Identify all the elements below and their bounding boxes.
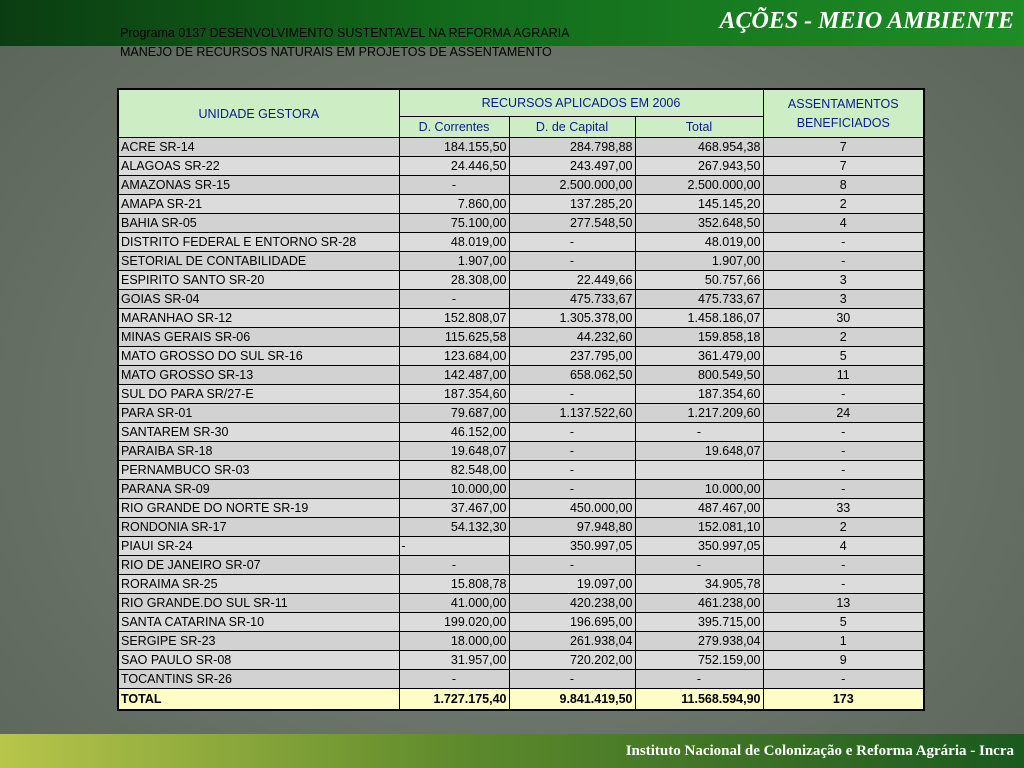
unit-name-cell: SETORIAL DE CONTABILIDADE	[118, 252, 399, 271]
correntes-cell: 24.446,50	[399, 157, 509, 176]
assentamentos-cell: -	[763, 461, 924, 480]
total-cell: 487.467,00	[635, 499, 763, 518]
total-cell: 352.648,50	[635, 214, 763, 233]
table-row	[118, 252, 924, 271]
table-row	[118, 309, 924, 328]
correntes-cell: 48.019,00	[399, 233, 509, 252]
unit-name-cell: MATO GROSSO DO SUL SR-16	[118, 347, 399, 366]
capital-cell: 284.798,88	[509, 138, 635, 157]
capital-cell: 19.097,00	[509, 575, 635, 594]
assentamentos-cell: 7	[763, 138, 924, 157]
assentamentos-cell: 7	[763, 157, 924, 176]
correntes-cell: 37.467,00	[399, 499, 509, 518]
unit-name-cell: SAO PAULO SR-08	[118, 651, 399, 670]
capital-cell: 196.695,00	[509, 613, 635, 632]
assentamentos-cell: -	[763, 423, 924, 442]
assentamentos-cell: -	[763, 575, 924, 594]
table-row	[118, 423, 924, 442]
unit-name-cell: RIO GRANDE DO NORTE SR-19	[118, 499, 399, 518]
total-cell: 1.217.209,60	[635, 404, 763, 423]
table-row	[118, 271, 924, 290]
capital-cell: -	[509, 252, 635, 271]
assentamentos-cell: 8	[763, 176, 924, 195]
table-row	[118, 328, 924, 347]
table-row	[118, 176, 924, 195]
correntes-cell: 79.687,00	[399, 404, 509, 423]
capital-cell: -	[509, 670, 635, 689]
unit-name-cell: PERNAMBUCO SR-03	[118, 461, 399, 480]
correntes-cell: 10.000,00	[399, 480, 509, 499]
table-row	[118, 366, 924, 385]
total-cell: 361.479,00	[635, 347, 763, 366]
assentamentos-cell: 2	[763, 518, 924, 537]
header-recursos-aplicados: RECURSOS APLICADOS EM 2006	[399, 89, 763, 117]
unit-name-cell: MARANHAO SR-12	[118, 309, 399, 328]
correntes-cell: 31.957,00	[399, 651, 509, 670]
unit-name-cell: RIO DE JANEIRO SR-07	[118, 556, 399, 575]
capital-cell: -	[509, 480, 635, 499]
unit-name-cell: PARAIBA SR-18	[118, 442, 399, 461]
table-row	[118, 556, 924, 575]
correntes-cell: 152.808,07	[399, 309, 509, 328]
table-row	[118, 651, 924, 670]
total-cell: 19.648,07	[635, 442, 763, 461]
capital-cell: -	[509, 233, 635, 252]
total-cell: 752.159,00	[635, 651, 763, 670]
program-line-1: Programa 0137 DESENVOLVIMENTO SUSTENTAVEL NA REFORMA AGRARIA	[120, 26, 570, 40]
capital-cell: -	[509, 385, 635, 404]
header-unidade-gestora: UNIDADE GESTORA	[118, 89, 399, 138]
capital-cell: -	[509, 442, 635, 461]
unit-name-cell: ALAGOAS SR-22	[118, 157, 399, 176]
capital-cell: 450.000,00	[509, 499, 635, 518]
total-cell: 1.907,00	[635, 252, 763, 271]
capital-cell: 720.202,00	[509, 651, 635, 670]
table-row	[118, 233, 924, 252]
correntes-cell: 19.648,07	[399, 442, 509, 461]
unit-name-cell: ESPIRITO SANTO SR-20	[118, 271, 399, 290]
assentamentos-cell: -	[763, 556, 924, 575]
correntes-cell: 46.152,00	[399, 423, 509, 442]
assentamentos-cell: -	[763, 233, 924, 252]
unit-name-cell: MATO GROSSO SR-13	[118, 366, 399, 385]
correntes-cell: 115.625,58	[399, 328, 509, 347]
capital-cell: 2.500.000,00	[509, 176, 635, 195]
correntes-cell: -	[399, 556, 509, 575]
assentamentos-cell: 2	[763, 195, 924, 214]
assentamentos-cell: -	[763, 670, 924, 689]
unit-name-cell: AMAPA SR-21	[118, 195, 399, 214]
correntes-cell: 54.132,30	[399, 518, 509, 537]
total-cell: 34.905,78	[635, 575, 763, 594]
assentamentos-cell: 4	[763, 537, 924, 556]
unit-name-cell: SANTAREM SR-30	[118, 423, 399, 442]
total-cell: 159.858,18	[635, 328, 763, 347]
assentamentos-cell: 4	[763, 214, 924, 233]
assentamentos-cell: 3	[763, 271, 924, 290]
assentamentos-cell: -	[763, 252, 924, 271]
assentamentos-cell: -	[763, 480, 924, 499]
table-row	[118, 670, 924, 689]
table-row	[118, 214, 924, 233]
unit-name-cell: RORAIMA SR-25	[118, 575, 399, 594]
correntes-cell: 18.000,00	[399, 632, 509, 651]
assentamentos-cell: 1	[763, 632, 924, 651]
total-cell: 145.145,20	[635, 195, 763, 214]
slide-title: AÇÕES - MEIO AMBIENTE	[719, 8, 1014, 34]
program-line-2: MANEJO DE RECURSOS NATURAIS EM PROJETOS DE ASSENTAMENTO	[120, 45, 552, 59]
correntes-cell: 41.000,00	[399, 594, 509, 613]
table-row	[118, 385, 924, 404]
total-cell: -	[635, 423, 763, 442]
table-row	[118, 138, 924, 157]
capital-cell: 237.795,00	[509, 347, 635, 366]
capital-cell: 420.238,00	[509, 594, 635, 613]
table-row	[118, 537, 924, 556]
table-body	[118, 138, 924, 711]
table-row	[118, 518, 924, 537]
assentamentos-cell: 24	[763, 404, 924, 423]
table-row	[118, 157, 924, 176]
total-row	[118, 689, 924, 711]
unit-name-cell: RIO GRANDE.DO SUL SR-11	[118, 594, 399, 613]
table-row	[118, 404, 924, 423]
capital-cell: 1.305.378,00	[509, 309, 635, 328]
correntes-cell: 123.684,00	[399, 347, 509, 366]
total-cell: 152.081,10	[635, 518, 763, 537]
assentamentos-cell: 2	[763, 328, 924, 347]
total-cell: 11.568.594,90	[635, 689, 763, 711]
unit-name-cell: TOCANTINS SR-26	[118, 670, 399, 689]
table-row	[118, 195, 924, 214]
assentamentos-cell: 11	[763, 366, 924, 385]
capital-cell: 44.232,60	[509, 328, 635, 347]
total-cell: 10.000,00	[635, 480, 763, 499]
table-row	[118, 632, 924, 651]
total-cell: 187.354,60	[635, 385, 763, 404]
institution-name: Instituto Nacional de Colonização e Reforma Agrária - Incra	[625, 743, 1014, 759]
unit-name-cell: GOIAS SR-04	[118, 290, 399, 309]
resources-table	[117, 88, 925, 711]
assentamentos-cell: 173	[763, 689, 924, 711]
total-cell: 350.997,05	[635, 537, 763, 556]
table-row	[118, 290, 924, 309]
assentamentos-cell: 5	[763, 613, 924, 632]
assentamentos-cell: 3	[763, 290, 924, 309]
total-cell: 48.019,00	[635, 233, 763, 252]
unit-name-cell: SERGIPE SR-23	[118, 632, 399, 651]
header-d-correntes: D. Correntes	[399, 117, 509, 138]
capital-cell: -	[509, 556, 635, 575]
unit-name-cell: DISTRITO FEDERAL E ENTORNO SR-28	[118, 233, 399, 252]
total-cell: 267.943,50	[635, 157, 763, 176]
program-description	[120, 24, 569, 62]
table-row	[118, 347, 924, 366]
total-cell: -	[635, 670, 763, 689]
unit-name-cell: PARANA SR-09	[118, 480, 399, 499]
correntes-cell: 142.487,00	[399, 366, 509, 385]
assentamentos-cell: 30	[763, 309, 924, 328]
correntes-cell: -	[399, 176, 509, 195]
unit-name-cell: PIAUI SR-24	[118, 537, 399, 556]
correntes-cell: 82.548,00	[399, 461, 509, 480]
total-cell: 2.500.000,00	[635, 176, 763, 195]
total-cell: 395.715,00	[635, 613, 763, 632]
header-assentamentos: ASSENTAMENTOS BENEFICIADOS	[763, 89, 924, 138]
header-total: Total	[635, 117, 763, 138]
unit-name-cell: AMAZONAS SR-15	[118, 176, 399, 195]
capital-cell: 22.449,66	[509, 271, 635, 290]
total-cell: -	[635, 556, 763, 575]
capital-cell: 475.733,67	[509, 290, 635, 309]
correntes-cell: 199.020,00	[399, 613, 509, 632]
total-cell	[635, 461, 763, 480]
total-cell: 800.549,50	[635, 366, 763, 385]
total-cell: 475.733,67	[635, 290, 763, 309]
correntes-cell: 15.808,78	[399, 575, 509, 594]
assentamentos-cell: 13	[763, 594, 924, 613]
correntes-cell: 7.860,00	[399, 195, 509, 214]
capital-cell: 243.497,00	[509, 157, 635, 176]
assentamentos-cell: 9	[763, 651, 924, 670]
total-cell: 1.458.186,07	[635, 309, 763, 328]
correntes-cell: 1.907,00	[399, 252, 509, 271]
total-cell: 461.238,00	[635, 594, 763, 613]
assentamentos-cell: -	[763, 385, 924, 404]
unit-name-cell: SANTA CATARINA SR-10	[118, 613, 399, 632]
correntes-cell: -	[399, 670, 509, 689]
capital-cell: 97.948,80	[509, 518, 635, 537]
unit-name-cell: PARA SR-01	[118, 404, 399, 423]
unit-name-cell: MINAS GERAIS SR-06	[118, 328, 399, 347]
unit-name-cell: ACRE SR-14	[118, 138, 399, 157]
correntes-cell: -	[399, 537, 509, 556]
table-row	[118, 480, 924, 499]
unit-name-cell: SUL DO PARA SR/27-E	[118, 385, 399, 404]
table-row	[118, 613, 924, 632]
capital-cell: 137.285,20	[509, 195, 635, 214]
table-row	[118, 594, 924, 613]
capital-cell: 277.548,50	[509, 214, 635, 233]
correntes-cell: 75.100,00	[399, 214, 509, 233]
assentamentos-cell: 33	[763, 499, 924, 518]
capital-cell: -	[509, 461, 635, 480]
capital-cell: 658.062,50	[509, 366, 635, 385]
total-cell: 468.954,38	[635, 138, 763, 157]
capital-cell: 350.997,05	[509, 537, 635, 556]
unit-name-cell: TOTAL	[118, 689, 399, 711]
correntes-cell: -	[399, 290, 509, 309]
capital-cell: 9.841.419,50	[509, 689, 635, 711]
total-cell: 50.757,66	[635, 271, 763, 290]
correntes-cell: 1.727.175,40	[399, 689, 509, 711]
capital-cell: -	[509, 423, 635, 442]
assentamentos-cell: 5	[763, 347, 924, 366]
table-row	[118, 461, 924, 480]
correntes-cell: 28.308,00	[399, 271, 509, 290]
header-d-capital: D. de Capital	[509, 117, 635, 138]
table-row	[118, 499, 924, 518]
unit-name-cell: RONDONIA SR-17	[118, 518, 399, 537]
total-cell: 279.938,04	[635, 632, 763, 651]
table-row	[118, 575, 924, 594]
capital-cell: 261.938,04	[509, 632, 635, 651]
correntes-cell: 184.155,50	[399, 138, 509, 157]
unit-name-cell: BAHIA SR-05	[118, 214, 399, 233]
assentamentos-cell: -	[763, 442, 924, 461]
capital-cell: 1.137.522,60	[509, 404, 635, 423]
correntes-cell: 187.354,60	[399, 385, 509, 404]
table-row	[118, 442, 924, 461]
